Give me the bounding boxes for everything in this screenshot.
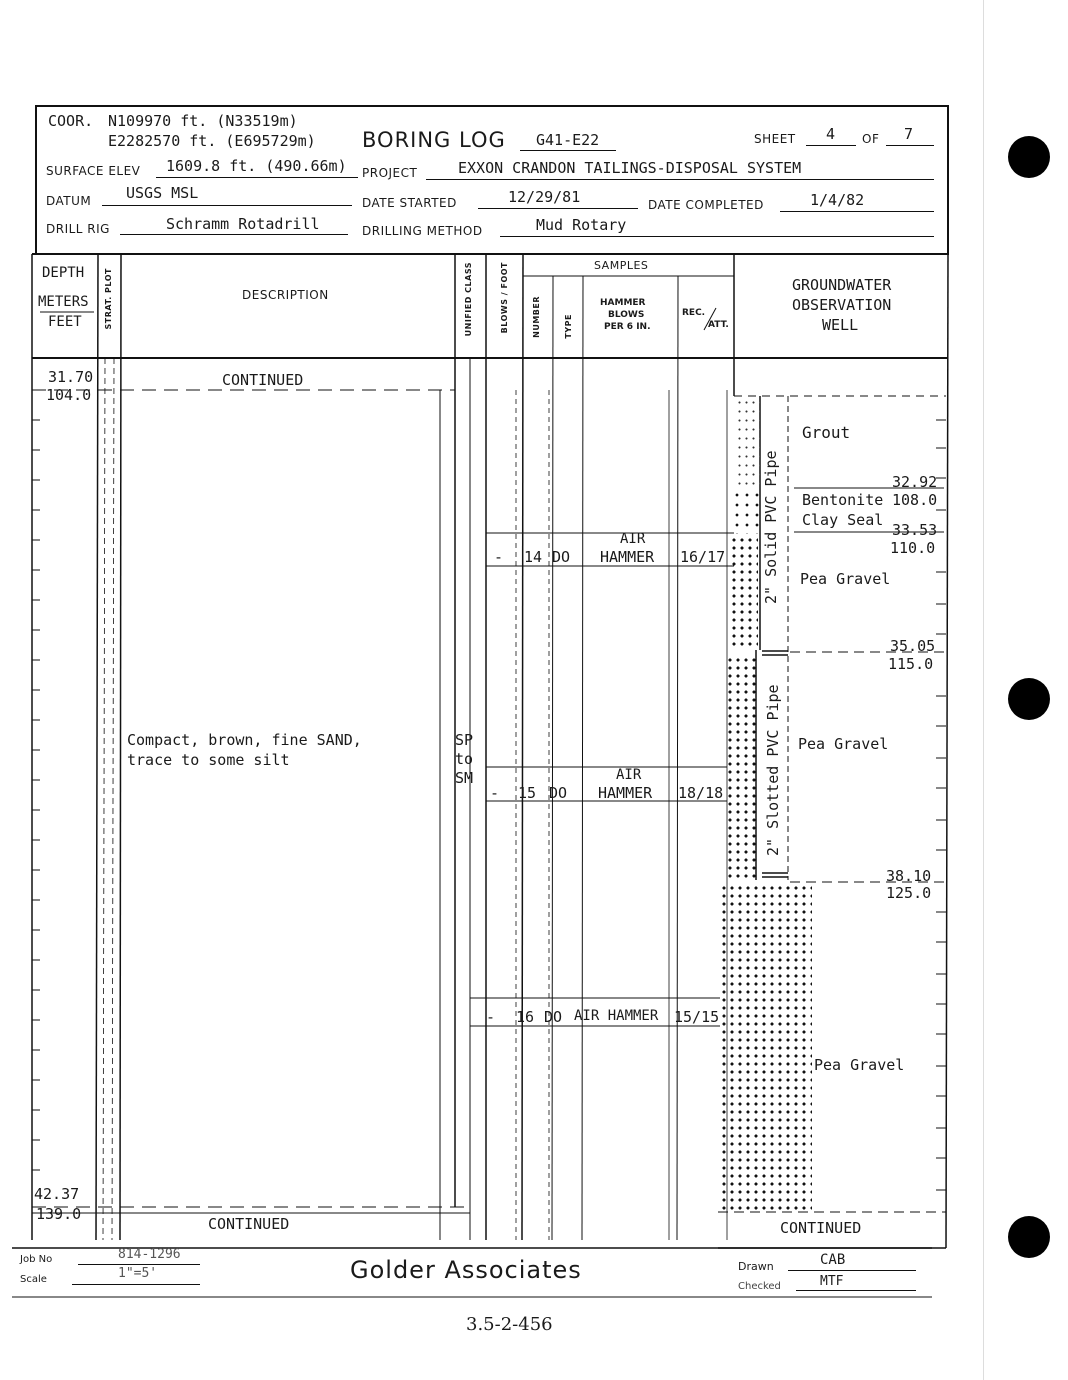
drawn-by: CAB [820, 1252, 846, 1268]
col-per-6-in: PER 6 IN. [604, 322, 651, 332]
sample-type: DO [552, 548, 571, 566]
col-depth: DEPTH [42, 265, 85, 281]
job-no: 814-1296 [118, 1247, 181, 1262]
col-well: WELL [822, 316, 859, 334]
well-grout: Grout [802, 423, 851, 442]
bottom-depth-meters: 42.37 [34, 1185, 80, 1203]
log-id: G41-E22 [536, 131, 600, 149]
sample-rec: 16/17 [680, 548, 726, 566]
well-depth-2-ft: 110.0 [890, 539, 936, 557]
sheet-total-line [886, 145, 934, 146]
scale-label: Scale [20, 1274, 47, 1285]
sample-type: DO [549, 784, 568, 802]
surface-elev-line [156, 177, 358, 178]
well-depth-4-m: 38.10 [886, 867, 932, 885]
sample-blows: - [486, 1008, 496, 1026]
col-strat-plot: STRAT. PLOT [104, 268, 113, 330]
col-groundwater: GROUNDWATER [792, 276, 892, 294]
unified-class-1: SP [455, 731, 474, 749]
sheet-number-line [806, 145, 856, 146]
col-att: ATT. [708, 320, 729, 330]
datum: USGS MSL [126, 184, 199, 202]
pea-gravel-fill-lower [720, 884, 812, 1210]
sheet-number: 4 [826, 125, 836, 143]
slotted-pvc-pipe-label: 2" Slotted PVC Pipe [764, 684, 782, 856]
coor-label: COOR. [48, 112, 94, 130]
bottom-depth-feet: 139.0 [36, 1205, 82, 1223]
drawn-line [788, 1270, 916, 1271]
top-depth-feet: 104.0 [46, 386, 92, 404]
checked-line [796, 1290, 916, 1291]
scale-line [72, 1284, 200, 1285]
well-pea-gravel-1: Pea Gravel [800, 570, 891, 588]
col-blows-foot: BLOWS / FOOT [500, 262, 509, 334]
col-feet: FEET [48, 314, 82, 330]
sample-hammer-2: HAMMER [600, 548, 655, 566]
col-unified-class: UNIFIED CLASS [464, 262, 473, 337]
solid-pvc-pipe-label: 2" Solid PVC Pipe [762, 450, 780, 604]
datum-label: DATUM [46, 194, 92, 208]
date-started: 12/29/81 [508, 188, 581, 206]
project-line [426, 179, 934, 180]
drawn-label: Drawn [738, 1260, 774, 1273]
well-bentonite-1: Bentonite [802, 491, 884, 509]
coor-east: E2282570 ft. (E695729m) [108, 132, 316, 150]
job-no-line [78, 1264, 200, 1265]
sample-hammer-1: AIR [620, 531, 646, 547]
unified-class-3: SM [455, 769, 474, 787]
col-meters: METERS [38, 294, 89, 310]
col-hammer: HAMMER [600, 298, 646, 308]
sample-number: 16 [516, 1008, 535, 1026]
sample-blows: - [490, 784, 500, 802]
scale: 1"=5' [118, 1266, 158, 1281]
sample-hammer-2: HAMMER [598, 784, 653, 802]
description-line-1: Compact, brown, fine SAND, [127, 731, 362, 749]
continued-well: CONTINUED [780, 1219, 862, 1237]
of-label: OF [862, 132, 880, 146]
coor-north: N109970 ft. (N33519m) [108, 112, 298, 130]
drilling-method-label: DRILLING METHOD [362, 224, 483, 238]
well-pea-gravel-2: Pea Gravel [798, 735, 889, 753]
sample-rec: 15/15 [674, 1008, 720, 1026]
pea-gravel-fill-middle [726, 656, 756, 882]
grout-fill [736, 398, 760, 488]
col-observation: OBSERVATION [792, 296, 892, 314]
surface-elev: 1609.8 ft. (490.66m) [166, 157, 347, 175]
sample-type: DO [544, 1008, 563, 1026]
sample-number: 15 [518, 784, 537, 802]
date-completed: 1/4/82 [810, 191, 865, 209]
sample-blows: - [494, 548, 504, 566]
sample-hammer-1: AIR [616, 767, 642, 783]
drilling-method-line [500, 236, 934, 237]
drill-rig-label: DRILL RIG [46, 222, 110, 236]
datum-line [102, 205, 352, 206]
continued-top: CONTINUED [222, 371, 304, 389]
description-line-2: trace to some silt [127, 751, 290, 769]
sample-number: 14 [524, 548, 543, 566]
well-depth-4-ft: 125.0 [886, 884, 932, 902]
col-number: NUMBER [532, 296, 541, 338]
well-bentonite-2: Clay Seal [802, 511, 884, 529]
sheet-label: SHEET [754, 132, 796, 146]
top-depth-meters: 31.70 [48, 368, 94, 386]
well-depth-3-m: 35.05 [890, 637, 936, 655]
surface-elev-label: SURFACE ELEV [46, 164, 141, 178]
drilling-method: Mud Rotary [536, 216, 627, 234]
log-id-line [520, 150, 616, 151]
checked-by: MTF [820, 1274, 844, 1289]
col-blows: BLOWS [608, 310, 645, 320]
job-no-label: Job No [20, 1254, 53, 1265]
form-title: BORING LOG [362, 128, 506, 152]
continued-bottom: CONTINUED [208, 1215, 290, 1233]
date-started-label: DATE STARTED [362, 196, 457, 210]
sample-rec: 18/18 [678, 784, 724, 802]
col-samples: SAMPLES [594, 259, 649, 272]
col-rec: REC. [682, 308, 706, 318]
project-name: EXXON CRANDON TAILINGS-DISPOSAL SYSTEM [458, 159, 802, 177]
pea-gravel-fill-upper [730, 536, 758, 650]
company-name: Golder Associates [350, 1256, 582, 1284]
well-depth-3-ft: 115.0 [888, 655, 934, 673]
sheet-total: 7 [904, 125, 914, 143]
well-depth-1-ft: 108.0 [892, 491, 938, 509]
bentonite-fill [732, 490, 760, 534]
project-label: PROJECT [362, 166, 418, 180]
date-completed-label: DATE COMPLETED [648, 198, 764, 212]
drill-rig: Schramm Rotadrill [166, 215, 320, 233]
well-depth-1-m: 32.92 [892, 473, 938, 491]
well-pea-gravel-3: Pea Gravel [814, 1056, 905, 1074]
date-started-line [478, 208, 638, 209]
page-number: 3.5-2-456 [466, 1314, 553, 1335]
col-description: DESCRIPTION [242, 288, 329, 302]
well-depth-2-m: 33.53 [892, 521, 938, 539]
col-type: TYPE [564, 314, 573, 339]
drill-rig-line [120, 234, 348, 235]
date-completed-line [780, 211, 934, 212]
checked-label: Checked [738, 1281, 781, 1292]
sample-hammer-1: AIR HAMMER [574, 1008, 659, 1024]
unified-class-2: to [455, 750, 474, 768]
